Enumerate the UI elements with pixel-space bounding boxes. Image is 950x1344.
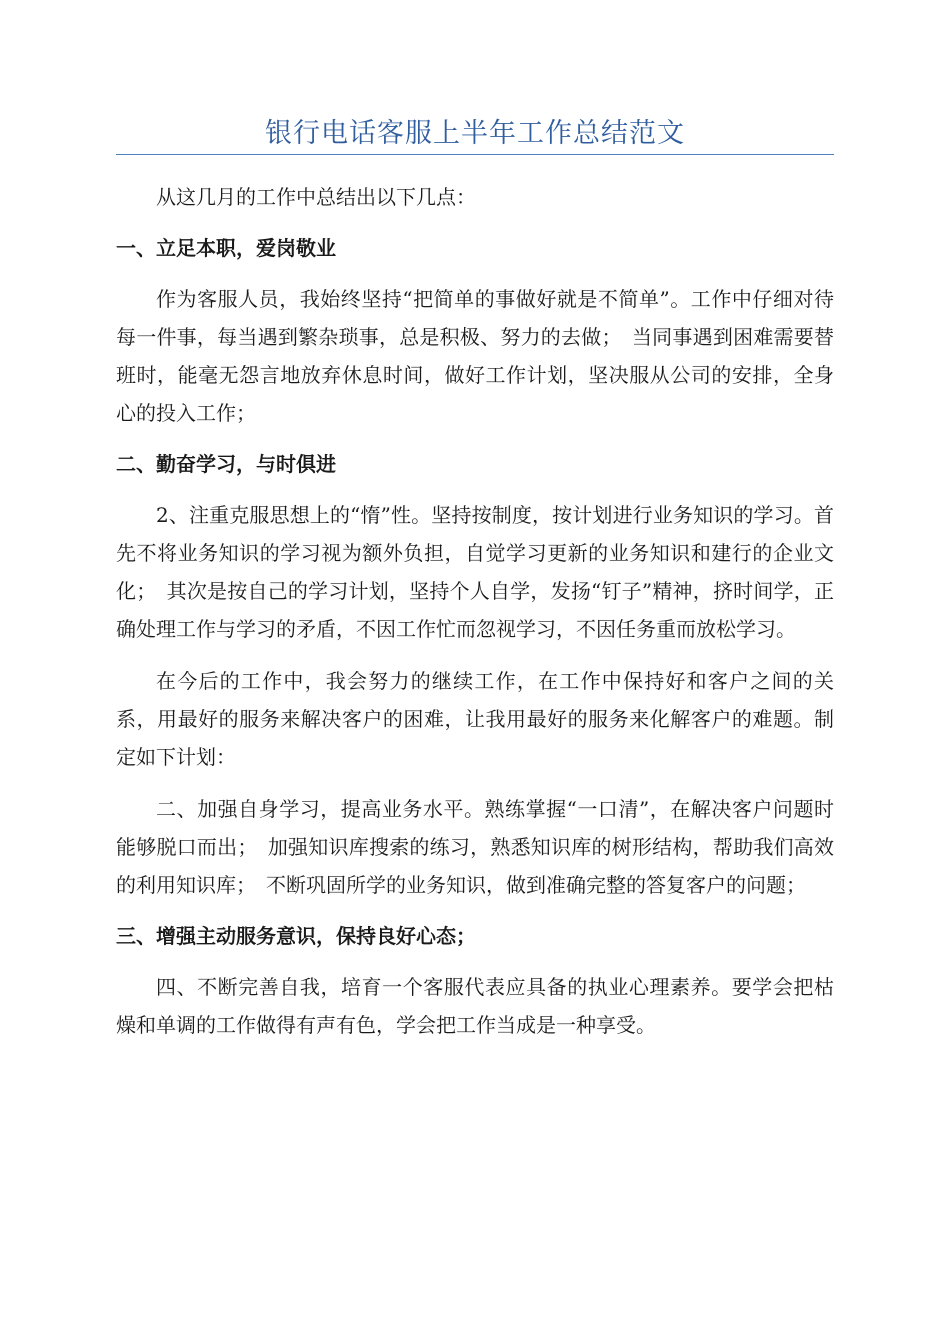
section-heading-1: 一、立足本职，爱岗敬业 (116, 236, 336, 260)
body-paragraph-4: 二、加强自身学习，提高业务水平。熟练掌握“一口清”，在解决客户问题时能够脱口而出； 加强知识库搜索的练习，熟悉知识库的树形结构，帮助我们高效的利用知识库； 不断巩固所学的业务知识，做到准确完整的答复客户的问题； (116, 797, 834, 897)
body-paragraph-3: 在今后的工作中，我会努力的继续工作，在工作中保持好和客户之间的关系，用最好的服务来解决客户的困难，让我用最好的服务来化解客户的难题。制定如下计划： (116, 669, 834, 769)
body-paragraph-1: 作为客服人员，我始终坚持“把简单的事做好就是不简单”。工作中仔细对待每一件事，每当遇到繁杂琐事，总是积极、努力的去做； 当同事遇到困难需要替班时，能毫无怨言地放弃休息时间，做好工作计划，坚决服从公司的安排，全身心的投入工作； (116, 287, 834, 425)
document-body (116, 178, 834, 1044)
body-paragraph-5: 四、不断完善自我，培育一个客服代表应具备的执业心理素养。要学会把枯燥和单调的工作做得有声有色，学会把工作当成是一种享受。 (116, 975, 834, 1037)
section-heading-3: 三、增强主动服务意识，保持良好心态； (116, 924, 476, 948)
title-underline (116, 154, 834, 155)
document-title: 银行电话客服上半年工作总结范文 (265, 118, 685, 149)
section-heading-2: 二、勤奋学习，与时俱进 (116, 452, 336, 476)
intro-paragraph: 从这几月的工作中总结出以下几点： (156, 185, 476, 209)
body-paragraph-2: 2、注重克服思想上的“惰”性。坚持按制度，按计划进行业务知识的学习。首先不将业务知识的学习视为额外负担，自觉学习更新的业务知识和建行的企业文化； 其次是按自己的学习计划，坚持个人自学，发扬“钉子”精神，挤时间学，正确处理工作与学习的矛盾，不因工作忙而忽视学习，不因任务重而放松学习。 (116, 503, 834, 641)
